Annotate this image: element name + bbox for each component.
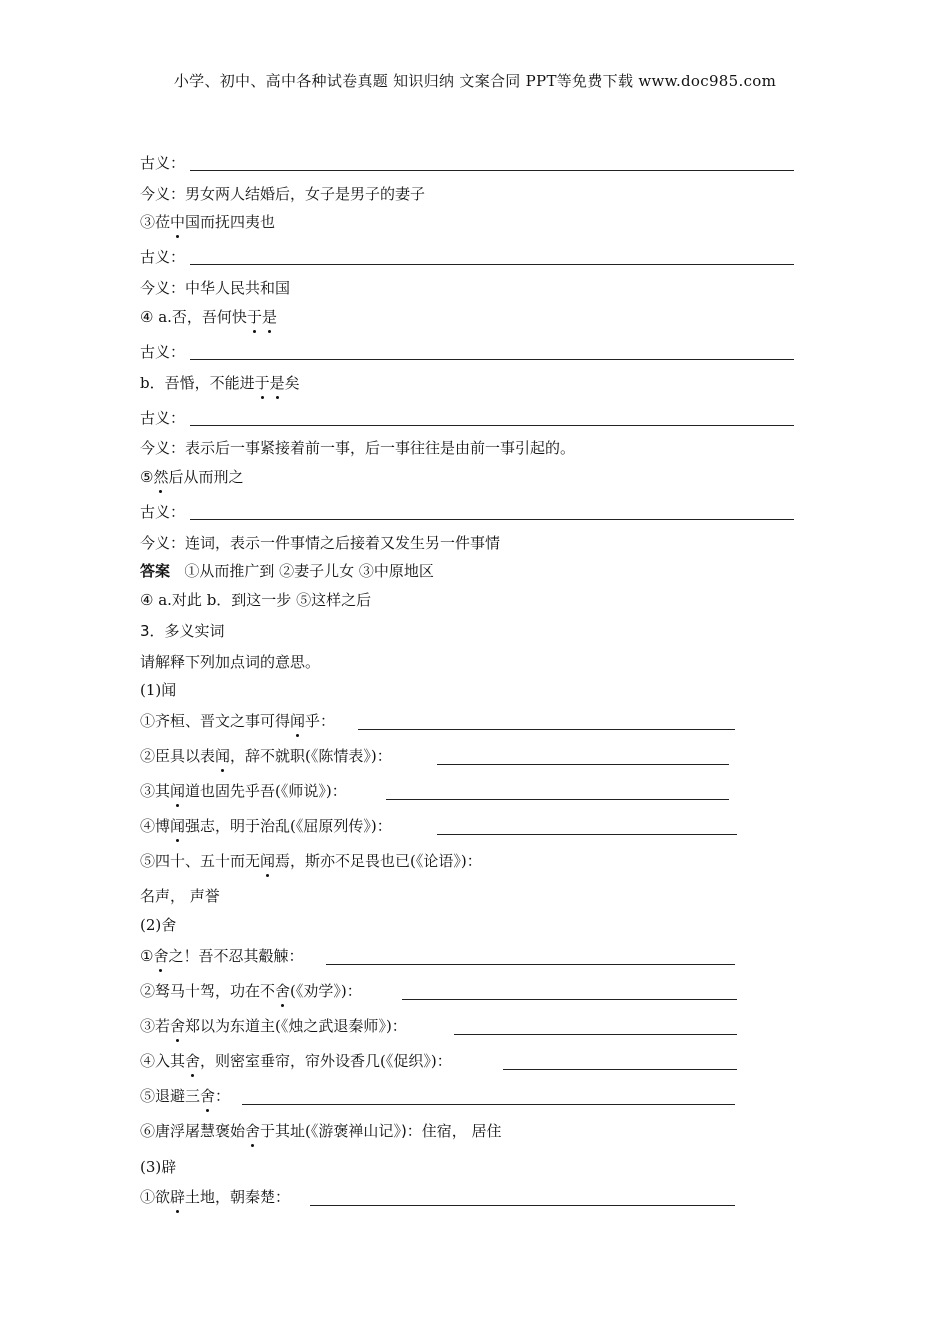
question-line bbox=[140, 710, 335, 731]
text-fragment: 闻 bbox=[170, 782, 186, 800]
text-fragment: 于 bbox=[254, 374, 270, 392]
text-fragment: 劝学 bbox=[303, 982, 334, 1000]
question-line bbox=[140, 1120, 502, 1141]
question-line bbox=[140, 1050, 452, 1071]
question-line bbox=[140, 1186, 290, 1207]
text-fragment: 传 bbox=[348, 817, 364, 835]
text-fragment: ①齐桓、晋文之事可得 bbox=[140, 712, 291, 730]
answer-blank[interactable] bbox=[437, 834, 737, 835]
answer-blank[interactable] bbox=[310, 1205, 735, 1206]
text-fragment: 舍 bbox=[275, 982, 291, 1000]
gu-yi-label: 古义： bbox=[140, 154, 186, 172]
jin-yi-line: 今义：中华人民共和国 bbox=[140, 279, 291, 297]
text-fragment: (《 bbox=[290, 982, 304, 1000]
question-line bbox=[140, 815, 392, 836]
word-heading: (3)辟 bbox=[140, 1158, 177, 1176]
text-fragment: ④ a.否，吾何快 bbox=[140, 308, 247, 326]
answer-blank[interactable] bbox=[358, 729, 735, 730]
answer-blank[interactable] bbox=[190, 359, 794, 360]
question-line bbox=[140, 745, 392, 766]
text-fragment: 于其址(《游褒 bbox=[260, 1122, 349, 1140]
answer-label: 答案 bbox=[140, 562, 171, 580]
text-fragment: 陈情表 bbox=[318, 747, 364, 765]
text-fragment: 舍 bbox=[245, 1122, 261, 1140]
text-fragment: 闻 bbox=[170, 817, 186, 835]
text-fragment: ① bbox=[140, 947, 154, 965]
text-fragment: 》)： bbox=[318, 782, 347, 800]
gu-yi-label: 古义： bbox=[140, 409, 186, 427]
text-fragment: 烛 bbox=[288, 1017, 304, 1035]
answer-blank[interactable] bbox=[190, 264, 794, 265]
text-fragment: 》)： bbox=[363, 747, 392, 765]
text-fragment: ⑤四十、五十而无 bbox=[140, 852, 261, 870]
text-fragment: ⑤退避三 bbox=[140, 1087, 201, 1105]
text-fragment: 郑以为东道主(《 bbox=[185, 1017, 289, 1035]
text-fragment: 舍 bbox=[185, 1052, 201, 1070]
text-fragment: 之！吾不忍其觳觫： bbox=[168, 947, 304, 965]
answer-blank[interactable] bbox=[386, 799, 729, 800]
answer-text: 名声， 声誉 bbox=[140, 887, 220, 905]
answer-blank[interactable] bbox=[190, 519, 794, 520]
answer-blank[interactable] bbox=[454, 1034, 737, 1035]
text-fragment: 辟 bbox=[170, 1188, 186, 1206]
text-fragment: 》)：住宿， 居住 bbox=[393, 1122, 502, 1140]
jin-yi-line: 今义：表示后一事紧接着前一事，后一事往往是由前一事引起的。 bbox=[140, 439, 576, 457]
text-fragment: 》)： bbox=[423, 1052, 452, 1070]
text-fragment: 是 bbox=[269, 374, 285, 392]
question-line bbox=[140, 1085, 230, 1106]
text-fragment: 山 bbox=[363, 1122, 379, 1140]
text-fragment: ②臣具以表 bbox=[140, 747, 216, 765]
text-fragment: b．吾惛，不能进 bbox=[140, 374, 255, 392]
gu-yi-label: 古义： bbox=[140, 503, 186, 521]
text-fragment: ③其 bbox=[140, 782, 171, 800]
question-line bbox=[140, 306, 277, 327]
jin-yi-line: 今义：连词，表示一件事情之后接着又发生另一件事情 bbox=[140, 534, 501, 552]
jin-yi-line: 今义：男女两人结婚后，女子是男子的妻子 bbox=[140, 185, 426, 203]
text-fragment: 是 bbox=[261, 308, 277, 326]
question-line bbox=[140, 780, 347, 801]
text-fragment: ④博 bbox=[140, 817, 171, 835]
text-fragment: 于 bbox=[246, 308, 262, 326]
text-fragment: 闻 bbox=[290, 712, 306, 730]
text-fragment: 后从而刑之 bbox=[168, 468, 244, 486]
question-line bbox=[140, 372, 300, 393]
text-fragment: ，则密室垂帘，帘外设香几(《 bbox=[200, 1052, 394, 1070]
text-fragment: 禅 bbox=[348, 1122, 364, 1140]
question-line bbox=[140, 466, 243, 487]
text-fragment: 记 bbox=[378, 1122, 394, 1140]
text-fragment: 》)： bbox=[333, 982, 362, 1000]
text-fragment: 》)： bbox=[363, 817, 392, 835]
page-header: 小学、初中、高中各种试卷真题 知识归纳 文案合同 PPT等免费下载 www.doc985.com bbox=[173, 72, 777, 90]
word-heading: (2)舍 bbox=[140, 916, 177, 934]
section-title: 3．多义实词 bbox=[140, 622, 225, 640]
answer-blank[interactable] bbox=[242, 1104, 735, 1105]
text-fragment: 闻 bbox=[215, 747, 231, 765]
text-fragment: 土地，朝秦楚： bbox=[185, 1188, 291, 1206]
text-fragment: 焉，斯亦不足畏也已(《 bbox=[275, 852, 424, 870]
text-fragment: ③莅 bbox=[140, 213, 171, 231]
text-fragment: 》)： bbox=[378, 1017, 407, 1035]
text-fragment: 道也固先乎吾(《 bbox=[185, 782, 289, 800]
instruction: 请解释下列加点词的意思。 bbox=[140, 653, 321, 671]
text-fragment: ： bbox=[215, 1087, 231, 1105]
text-fragment: ③若 bbox=[140, 1017, 171, 1035]
text-fragment: 之武退秦 bbox=[303, 1017, 364, 1035]
answer-blank[interactable] bbox=[326, 964, 735, 965]
answer-blank[interactable] bbox=[503, 1069, 737, 1070]
text-fragment: ④入其 bbox=[140, 1052, 186, 1070]
answer-line: ④ a.对此 b．到这一步 ⑤这样之后 bbox=[140, 591, 372, 609]
answer-blank[interactable] bbox=[402, 999, 737, 1000]
text-fragment: 强志，明于治乱(《屈原列 bbox=[185, 817, 349, 835]
text-fragment: 矣 bbox=[284, 374, 300, 392]
text-fragment: 舍 bbox=[153, 947, 169, 965]
question-line bbox=[140, 945, 303, 966]
text-fragment: 乎： bbox=[305, 712, 336, 730]
text-fragment: 论语 bbox=[423, 852, 454, 870]
question-line bbox=[140, 850, 482, 871]
text-fragment: 促织 bbox=[393, 1052, 424, 1070]
text-fragment: 师 bbox=[363, 1017, 379, 1035]
answer-line bbox=[140, 560, 434, 581]
text-fragment: ①从而推广到 ②妻子儿女 ③中原地区 bbox=[184, 562, 434, 580]
text-fragment: ⑥唐浮屠慧褒始 bbox=[140, 1122, 246, 1140]
gu-yi-label: 古义： bbox=[140, 248, 186, 266]
text-fragment: 国而抚四夷也 bbox=[185, 213, 276, 231]
text-fragment: 》)： bbox=[453, 852, 482, 870]
question-line bbox=[140, 1015, 407, 1036]
text-fragment: ，辞不就职(《 bbox=[230, 747, 319, 765]
text-fragment: ⑤ bbox=[140, 468, 154, 486]
text-fragment: ②驽马十驾，功在不 bbox=[140, 982, 276, 1000]
answer-blank[interactable] bbox=[190, 170, 794, 171]
question-line bbox=[140, 211, 275, 232]
answer-blank[interactable] bbox=[190, 425, 794, 426]
text-fragment: 师说 bbox=[288, 782, 319, 800]
text-fragment: 舍 bbox=[200, 1087, 216, 1105]
text-fragment: 舍 bbox=[170, 1017, 186, 1035]
text-fragment: 然 bbox=[153, 468, 169, 486]
text-fragment: ①欲 bbox=[140, 1188, 171, 1206]
question-line bbox=[140, 980, 362, 1001]
word-heading: (1)闻 bbox=[140, 681, 177, 699]
text-fragment: 闻 bbox=[260, 852, 276, 870]
text-fragment: 中 bbox=[170, 213, 186, 231]
gu-yi-label: 古义： bbox=[140, 343, 186, 361]
answer-blank[interactable] bbox=[437, 764, 729, 765]
